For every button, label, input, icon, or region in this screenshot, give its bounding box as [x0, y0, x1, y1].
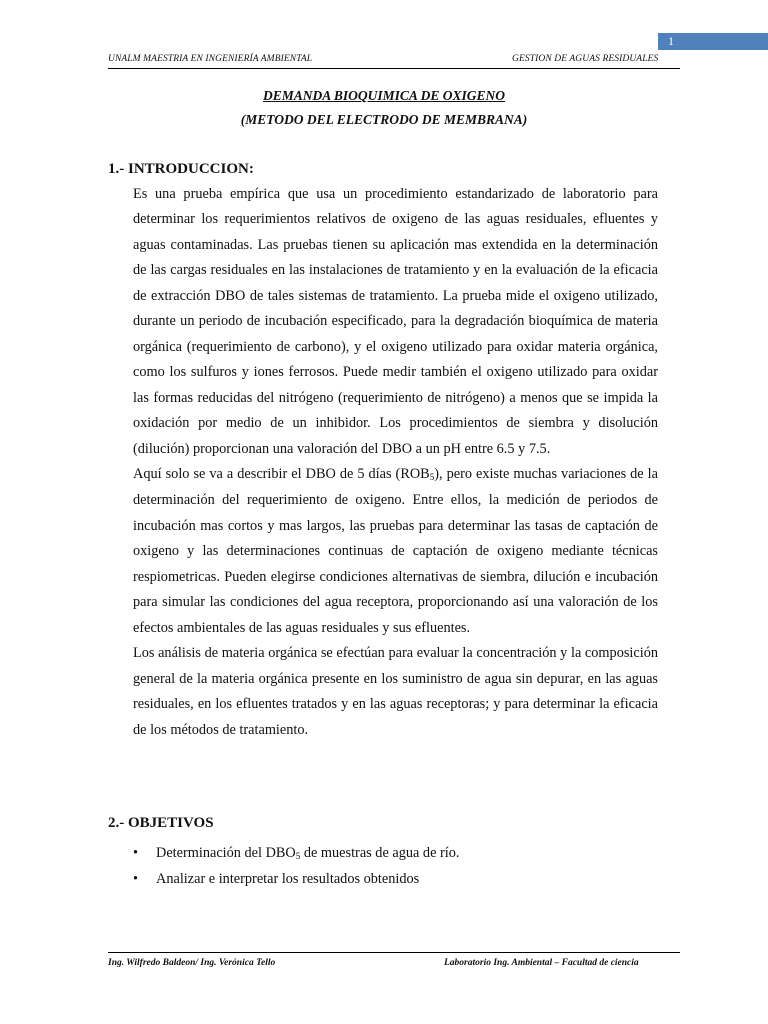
footer-right: Laboratorio Ing. Ambiental – Facultad de ciencia	[444, 958, 639, 968]
footer-divider	[108, 952, 680, 953]
objective-1-subscript: 5	[295, 851, 301, 861]
footer-left: Ing. Wilfredo Baldeon/ Ing. Verónica Tello	[108, 958, 276, 968]
bullet-icon: •	[133, 871, 139, 888]
section-heading-objetivos: 2.- OBJETIVOS	[108, 815, 214, 831]
list-item	[133, 841, 658, 867]
header-left: UNALM MAESTRIA EN INGENIERÍA AMBIENTAL	[108, 54, 313, 64]
intro-p2-text-a: Aquí solo se va a describir el DBO de 5 días (ROB	[133, 465, 430, 482]
objective-1-text-a: Determinación del DBO	[156, 845, 296, 861]
intro-paragraph-1: Es una prueba empírica que usa un procedimiento estandarizado de laboratorio para determinar los requerimientos relativos de oxigeno de las aguas residuales, efluentes y aguas contaminadas. Las pruebas tienen su aplicación mas extendida en la determinación de las cargas residuales en las instalaciones de tratamiento y en la evaluación de la eficacia de extracción DBO de tales sistemas de tratamiento. La prueba mide el oxigeno utilizado, durante un periodo de incubación especificado, para la degradación bioquímica de materia orgánica (requerimiento de carbono), y el oxigeno utilizado para oxidar materia orgánica, como los sulfuros y iones ferrosos. Puede medir también el oxigeno utilizado para oxidar las formas reducidas del nitrógeno (requerimiento de nitrógeno) a menos que se impida la oxidación por medio de un inhibidor. Los procedimientos de siembra y disolución (dilución) proporcionan una valoración del DBO a un pH entre 6.5 y 7.5.	[133, 186, 658, 457]
page-number-tab	[658, 33, 768, 50]
page-number: 1	[668, 34, 674, 48]
intro-body	[133, 182, 658, 743]
subtitle-open-paren: (	[240, 112, 246, 127]
objective-1-text-b: de muestras de agua de río.	[300, 845, 460, 861]
intro-p2-text-b: ), pero existe muchas variaciones de la determinación del requerimiento de oxigeno. Entre ellos, la medición de periodos de incubación mas cortos y mas largos, las pruebas para determinar las tasas de captación de oxigeno y las determinaciones continuas de captación de oxigeno mediante técnicas respiometricas. Pueden elegirse condiciones alternativas de siembra, dilución e incubación para simular las condiciones del agua receptora, proporcionando así una valoración de los efectos ambientales de las aguas residuales y sus efluentes.	[133, 465, 658, 636]
document-title: DEMANDA BIOQUIMICA DE OXIGENO	[263, 88, 505, 103]
objectives-list	[133, 841, 658, 893]
section-heading-introduccion: 1.- INTRODUCCION:	[108, 161, 254, 177]
intro-paragraph-2	[133, 462, 658, 641]
objective-2-text: Analizar e interpretar los resultados obtenidos	[156, 871, 420, 888]
bullet-icon: •	[133, 845, 139, 861]
header-divider	[108, 68, 680, 69]
subtitle-text: METODO DEL ELECTRODO DE MEMBRANA)	[245, 112, 528, 127]
document-subtitle	[0, 112, 768, 128]
list-item	[133, 867, 658, 892]
header-right: GESTION DE AGUAS RESIDUALES	[512, 54, 659, 64]
intro-paragraph-3: Los análisis de materia orgánica se efectúan para evaluar la concentración y la composición general de la materia orgánica presente en los suministro de agua sin depurar, en las aguas residuales, en los efluentes tratados y en las aguas receptoras; y para determinar la eficacia de los métodos de tratamiento.	[133, 645, 658, 738]
intro-p2-subscript: 5	[429, 471, 435, 482]
